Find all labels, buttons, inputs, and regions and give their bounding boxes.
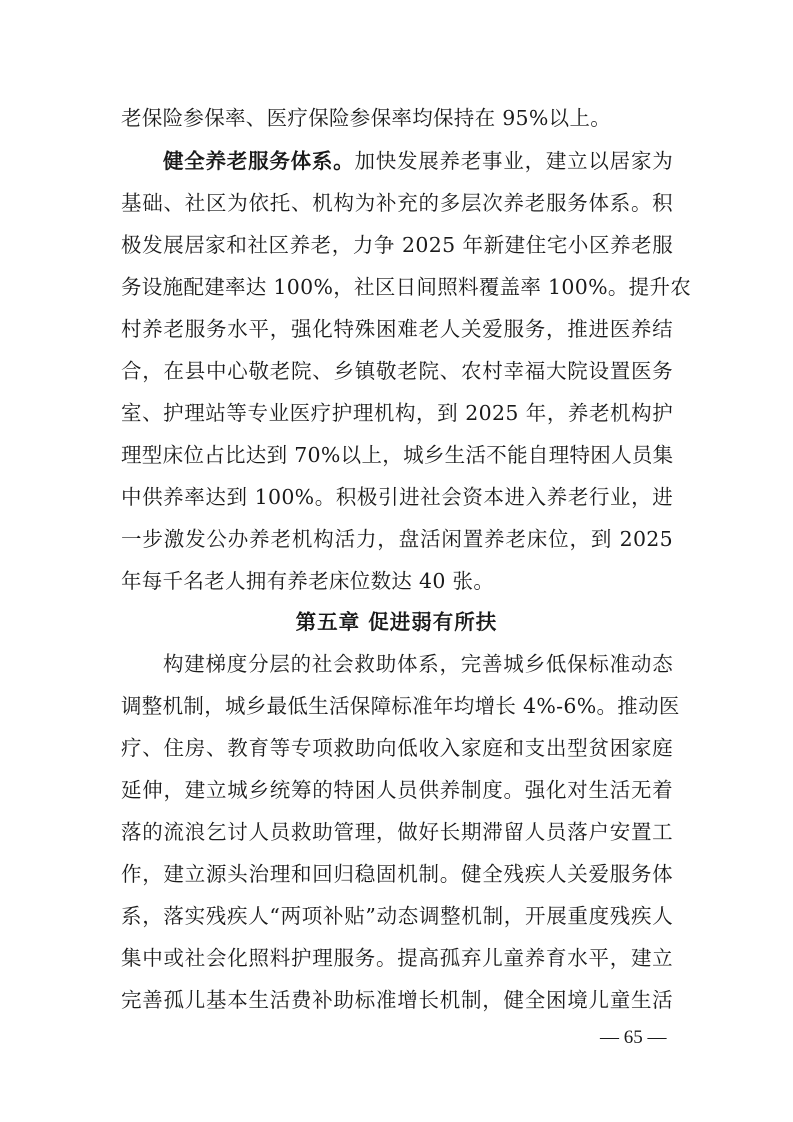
body-line: 年每千名老人拥有养老床位数达 40 张。 [121, 569, 495, 593]
body-line: 构建梯度分层的社会救助体系，完善城乡低保标准动态 [163, 652, 673, 676]
body-line: 调整机制，城乡最低生活保障标准年均增长 4%-6%。推动医 [121, 694, 680, 718]
body-line: 室、护理站等专业医疗护理机构，到 2025 年，养老机构护 [121, 401, 673, 425]
body-text: 加快发展养老事业，建立以居家为 [354, 149, 674, 173]
body-line: 延伸，建立城乡统筹的特困人员供养制度。强化对生活无着 [121, 778, 673, 802]
chapter-title: 第五章 促进弱有所扶 [295, 610, 498, 634]
body-line: 理型床位占比达到 70%以上，城乡生活不能自理特困人员集 [121, 443, 674, 467]
page-number: — 65 — [600, 1027, 667, 1048]
body-line: 老保险参保率、医疗保险参保率均保持在 95%以上。 [121, 106, 612, 130]
body-line: 完善孤儿基本生活费补助标准增长机制，健全困境儿童生活 [121, 988, 673, 1012]
body-line: 中供养率达到 100%。积极引进社会资本进入养老行业，进 [121, 485, 673, 509]
body-line: 村养老服务水平，强化特殊困难老人关爱服务，推进医养结 [121, 317, 673, 341]
body-line [163, 147, 673, 175]
section-heading: 健全养老服务体系。 [163, 149, 355, 173]
body-line: 合，在县中心敬老院、乡镇敬老院、农村幸福大院设置医务 [121, 359, 673, 383]
body-line: 一步激发公办养老机构活力，盘活闲置养老床位，到 2025 [121, 527, 673, 551]
body-line: 集中或社会化照料护理服务。提高孤弃儿童养育水平，建立 [121, 946, 673, 970]
body-line: 疗、住房、教育等专项救助向低收入家庭和支出型贫困家庭 [121, 736, 673, 760]
body-line: 落的流浪乞讨人员救助管理，做好长期滞留人员落户安置工 [121, 820, 673, 844]
body-line: 极发展居家和社区养老，力争 2025 年新建住宅小区养老服 [121, 233, 673, 257]
body-line: 作，建立源头治理和回归稳固机制。健全残疾人关爱服务体 [121, 862, 673, 886]
body-line: 系，落实残疾人“两项补贴”动态调整机制，开展重度残疾人 [121, 904, 673, 928]
body-line: 务设施配建率达 100%，社区日间照料覆盖率 100%。提升农 [121, 275, 692, 299]
body-line: 基础、社区为依托、机构为补充的多层次养老服务体系。积 [121, 191, 673, 215]
